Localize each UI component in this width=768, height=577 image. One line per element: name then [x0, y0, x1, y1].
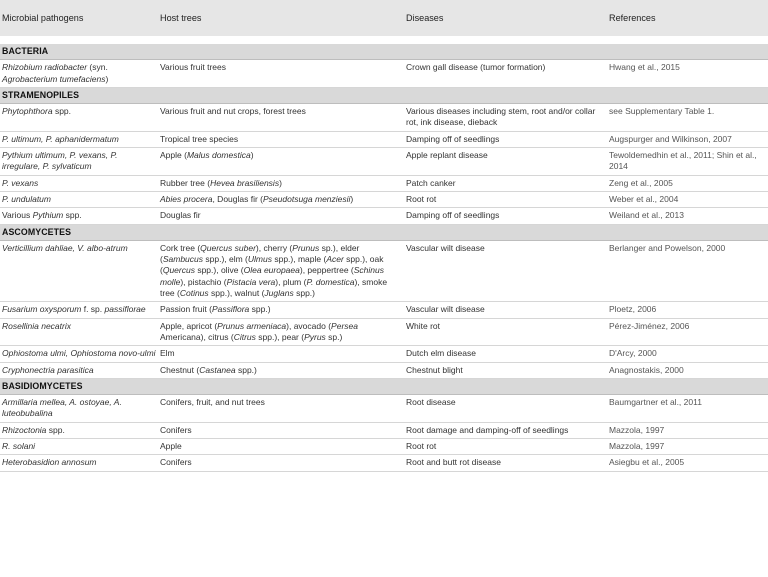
italic-text: P. domestica	[306, 276, 355, 287]
disease-cell: Chestnut blight	[406, 362, 609, 378]
text: spp.), oak (	[160, 254, 384, 276]
table-row	[0, 131, 768, 147]
pathogen-cell	[0, 208, 160, 224]
italic-text: Rosellinia necatrix	[2, 320, 71, 331]
text: Various	[2, 210, 33, 221]
pathogen-cell	[0, 175, 160, 191]
text: Elm	[160, 348, 175, 359]
host-cell	[160, 346, 406, 362]
italic-text: Malus domestica	[186, 150, 251, 161]
table-row	[0, 240, 768, 301]
host-cell	[160, 422, 406, 438]
text: (syn.	[87, 62, 108, 73]
text: spp.)	[249, 304, 271, 315]
disease-cell: Patch canker	[406, 175, 609, 191]
text: spp.), maple (	[271, 254, 327, 265]
host-cell	[160, 191, 406, 207]
text: Cork tree (	[160, 242, 201, 253]
text: )	[279, 177, 282, 188]
italic-text: Ulmus	[247, 254, 272, 265]
reference-cell: Anagnostakis, 2000	[609, 362, 768, 378]
text: sp.), elder (	[160, 242, 360, 265]
italic-text: Heterobasidion annosum	[2, 457, 97, 468]
text: Passion fruit (	[160, 304, 212, 315]
disease-cell: Vascular wilt disease	[406, 240, 609, 301]
header-pathogens: Microbial pathogens	[0, 0, 160, 36]
section-title: BASIDIOMYCETES	[0, 378, 768, 394]
italic-text: Agrobacterium tumefaciens	[2, 73, 106, 84]
pathogen-cell	[0, 240, 160, 301]
reference-cell: Berlanger and Powelson, 2000	[609, 240, 768, 301]
italic-text: Castanea	[199, 364, 236, 375]
disease-cell: White rot	[406, 318, 609, 346]
spacer-cell	[0, 36, 768, 44]
host-cell	[160, 395, 406, 423]
pathogen-cell	[0, 148, 160, 176]
text: )	[105, 73, 109, 84]
reference-cell: Mazzola, 1997	[609, 439, 768, 455]
section-row	[0, 87, 768, 103]
table-row	[0, 455, 768, 471]
host-cell	[160, 208, 406, 224]
host-cell	[160, 318, 406, 346]
italic-text: P. undulatum	[2, 193, 51, 204]
table-body	[0, 36, 768, 471]
disease-cell: Root damage and damping-off of seedlings	[406, 422, 609, 438]
italic-text: Passiflora	[211, 304, 250, 315]
italic-text: Pseudotsuga menziesii	[263, 193, 351, 204]
text: Americana), citrus (	[160, 331, 234, 342]
reference-cell: Weiland et al., 2013	[609, 208, 768, 224]
italic-text: Rhizobium radiobacter	[2, 62, 88, 73]
reference-cell: Pérez-Jiménez, 2006	[609, 318, 768, 346]
text: spp.)	[293, 288, 315, 299]
italic-text: P. ultimum, P. aphanidermatum	[2, 133, 119, 144]
italic-text: Citrus	[233, 331, 256, 342]
reference-cell: Zeng et al., 2005	[609, 175, 768, 191]
host-cell	[160, 148, 406, 176]
italic-text: Acer	[326, 254, 344, 265]
disease-cell: Vascular wilt disease	[406, 302, 609, 318]
header-diseases: Diseases	[406, 0, 609, 36]
section-title: ASCOMYCETES	[0, 224, 768, 240]
table-row	[0, 362, 768, 378]
text: spp.), elm (	[203, 254, 248, 265]
italic-text: Cotinus	[179, 288, 209, 299]
text: Chestnut (	[160, 364, 200, 375]
text: spp.	[63, 210, 82, 221]
host-cell	[160, 60, 406, 88]
italic-text: Quercus	[162, 265, 195, 276]
italic-text: R. solani	[2, 441, 36, 452]
host-cell	[160, 302, 406, 318]
reference-cell: Asiegbu et al., 2005	[609, 455, 768, 471]
italic-text: Fusarium oxysporum	[2, 304, 82, 315]
disease-cell: Dutch elm disease	[406, 346, 609, 362]
italic-text: Abies procera	[160, 193, 213, 204]
section-title: STRAMENOPILES	[0, 87, 768, 103]
italic-text: Pythium	[32, 210, 64, 221]
table-row	[0, 148, 768, 176]
disease-cell: Damping off of seedlings	[406, 208, 609, 224]
italic-text: Armillaria mellea, A. ostoyae, A. luteobubalina	[2, 397, 122, 419]
text: Apple	[160, 441, 182, 452]
table-row	[0, 318, 768, 346]
pathogen-cell	[0, 60, 160, 88]
disease-cell: Damping off of seedlings	[406, 131, 609, 147]
section-row	[0, 224, 768, 240]
table-row	[0, 104, 768, 132]
table-row	[0, 395, 768, 423]
reference-cell: Ploetz, 2006	[609, 302, 768, 318]
pathogen-cell	[0, 318, 160, 346]
italic-text: P. vexans	[2, 177, 39, 188]
reference-cell: Weber et al., 2004	[609, 191, 768, 207]
text: Conifers, fruit, and nut trees	[160, 397, 265, 408]
host-cell	[160, 104, 406, 132]
pathogen-cell	[0, 439, 160, 455]
reference-cell: Mazzola, 1997	[609, 422, 768, 438]
disease-cell: Apple replant disease	[406, 148, 609, 176]
table-row	[0, 439, 768, 455]
table-row	[0, 175, 768, 191]
reference-cell: Tewoldemedhin et al., 2011; Shin et al., 2014	[609, 148, 768, 176]
disease-cell: Various diseases including stem, root and/or collar rot, ink disease, dieback	[406, 104, 609, 132]
italic-text: Schinus molle	[160, 265, 384, 287]
table-row	[0, 422, 768, 438]
header-row	[0, 0, 768, 36]
text: spp.	[46, 424, 65, 435]
text: Tropical tree species	[160, 133, 239, 144]
table-row	[0, 191, 768, 207]
text: , Douglas fir (	[212, 193, 263, 204]
host-cell	[160, 131, 406, 147]
italic-text: Hevea brasiliensis	[210, 177, 280, 188]
text: spp.	[52, 106, 72, 117]
italic-text: Verticillium dahliae, V. albo-atrum	[2, 242, 128, 253]
host-cell	[160, 175, 406, 191]
italic-text: Pistacia vera	[226, 276, 276, 287]
host-cell	[160, 439, 406, 455]
host-cell	[160, 240, 406, 301]
section-title: BACTERIA	[0, 44, 768, 60]
reference-cell: Augspurger and Wilkinson, 2007	[609, 131, 768, 147]
pathogen-cell	[0, 191, 160, 207]
italic-text: Juglans	[264, 288, 294, 299]
text: spp.)	[235, 364, 257, 375]
host-cell	[160, 362, 406, 378]
italic-text: passiflorae	[104, 304, 146, 315]
italic-text: Pyrus	[304, 331, 326, 342]
text: Conifers	[160, 424, 192, 435]
spacer-row	[0, 36, 768, 44]
italic-text: Quercus suber	[200, 242, 256, 253]
table-row	[0, 60, 768, 88]
section-row	[0, 44, 768, 60]
italic-text: Sambucus	[162, 254, 204, 265]
header-references: References	[609, 0, 768, 36]
pathogen-cell	[0, 346, 160, 362]
pathogen-cell	[0, 131, 160, 147]
disease-cell: Root rot	[406, 439, 609, 455]
italic-text: Prunus	[292, 242, 320, 253]
table-row	[0, 346, 768, 362]
reference-cell: Baumgartner et al., 2011	[609, 395, 768, 423]
table-row	[0, 208, 768, 224]
text: ), avocado (	[286, 320, 332, 331]
text: Various fruit trees	[160, 62, 226, 73]
text: )	[250, 150, 254, 161]
reference-cell: Hwang et al., 2015	[609, 60, 768, 88]
disease-cell: Root rot	[406, 191, 609, 207]
text: Various fruit and nut crops, forest trees	[160, 106, 306, 117]
header-host-trees: Host trees	[160, 0, 406, 36]
disease-cell: Crown gall disease (tumor formation)	[406, 60, 609, 88]
text: Douglas fir	[160, 210, 201, 221]
italic-text: Prunus armeniaca	[217, 320, 287, 331]
text: ), smoke tree (	[160, 276, 388, 299]
italic-text: Rhizoctonia	[2, 424, 47, 435]
disease-cell: Root disease	[406, 395, 609, 423]
italic-text: Cryphonectria parasitica	[2, 364, 94, 375]
table-row	[0, 302, 768, 318]
text: ), cherry (	[255, 242, 293, 253]
italic-text: Olea europaea	[243, 265, 300, 276]
table-header	[0, 0, 768, 36]
pathogen-cell	[0, 395, 160, 423]
pathogen-cell	[0, 104, 160, 132]
host-cell	[160, 455, 406, 471]
text: ), pistachio (	[180, 276, 227, 287]
italic-text: Phytophthora	[2, 106, 53, 117]
reference-cell: see Supplementary Table 1.	[609, 104, 768, 132]
pathogen-cell	[0, 302, 160, 318]
text: Apple (	[160, 150, 187, 161]
italic-text: Persea	[331, 320, 358, 331]
text: Rubber tree (	[160, 177, 211, 188]
italic-text: Pythium ultimum, P. vexans, P. irregulare, P. sylvaticum	[2, 150, 118, 172]
pathogen-cell	[0, 422, 160, 438]
text: spp.), pear (	[255, 331, 305, 342]
text: spp.), olive (	[194, 265, 244, 276]
text: Conifers	[160, 457, 192, 468]
text: )	[350, 193, 354, 204]
reference-cell: D'Arcy, 2000	[609, 346, 768, 362]
pathogen-cell	[0, 455, 160, 471]
text: spp.), walnut (	[208, 288, 265, 299]
text: Apple, apricot (	[160, 320, 218, 331]
pathogen-cell	[0, 362, 160, 378]
text: sp.)	[325, 331, 343, 342]
section-row	[0, 378, 768, 394]
text: ), plum (	[275, 276, 307, 287]
text: ), peppertree (	[299, 265, 354, 276]
italic-text: Ophiostoma ulmi, Ophiostoma novo-ulmi	[2, 348, 156, 359]
text: f. sp.	[81, 304, 105, 315]
disease-cell: Root and butt rot disease	[406, 455, 609, 471]
